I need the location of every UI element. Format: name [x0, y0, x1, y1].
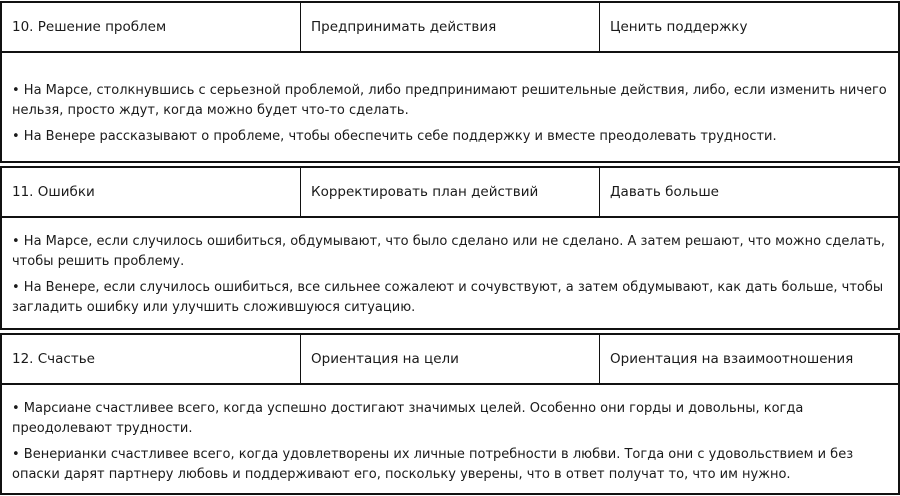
venus-bullet: • Венерианки счастливее всего, когда удовлетворены их личные потребности в любви. Тогда они с удовольствием и без опаски дарят партнеру любовь и поддерживают его, поскольку уверены, что в ответ получат то, что им нужно.: [12, 447, 854, 482]
mars-cell: Ориентация на цели: [301, 335, 600, 383]
mars-cell: Корректировать план действий: [301, 168, 600, 216]
topic-cell: 12. Счастье: [2, 335, 301, 383]
table-row-block: [0, 1, 900, 163]
mars-bullet: • На Марсе, если случилось ошибиться, обдумывают, что было сделано или не сделано. А затем решают, что можно сделать, чтобы решить проблему.: [12, 234, 885, 269]
table-row-block: [0, 333, 900, 495]
topic-cell: 11. Ошибки: [2, 168, 301, 216]
venus-cell: Ценить поддержку: [610, 19, 748, 35]
venus-bullet: • На Венере рассказывают о проблеме, чтобы обеспечить себе поддержку и вместе преодолевать трудности.: [12, 129, 777, 144]
table-row-block: [0, 166, 900, 330]
mars-bullet: • Марсиане счастливее всего, когда успешно достигают значимых целей. Особенно они горды и довольны, когда преодолевают трудности.: [12, 401, 804, 436]
venus-cell: Давать больше: [610, 184, 719, 200]
row-header: [2, 3, 898, 53]
venus-cell: Ориентация на взаимоотношения: [610, 351, 854, 367]
row-description: [2, 218, 898, 318]
row-header: [2, 335, 898, 385]
mars-cell: Предпринимать действия: [301, 3, 600, 51]
row-header: [2, 168, 898, 218]
venus-bullet: • На Венере, если случилось ошибиться, все сильнее сожалеют и сочувствуют, а затем обдумывают, как дать больше, чтобы загладить ошибку или улучшить сложившуюся ситуацию.: [12, 280, 884, 315]
mars-bullet: • На Марсе, столкнувшись с серьезной проблемой, либо предпринимают решительные действия, либо, если изменить ничего нельзя, просто ждут, когда можно будет что-то сделать.: [12, 83, 887, 118]
topic-cell: 10. Решение проблем: [2, 3, 301, 51]
row-description: [2, 53, 898, 147]
row-description: [2, 385, 898, 485]
